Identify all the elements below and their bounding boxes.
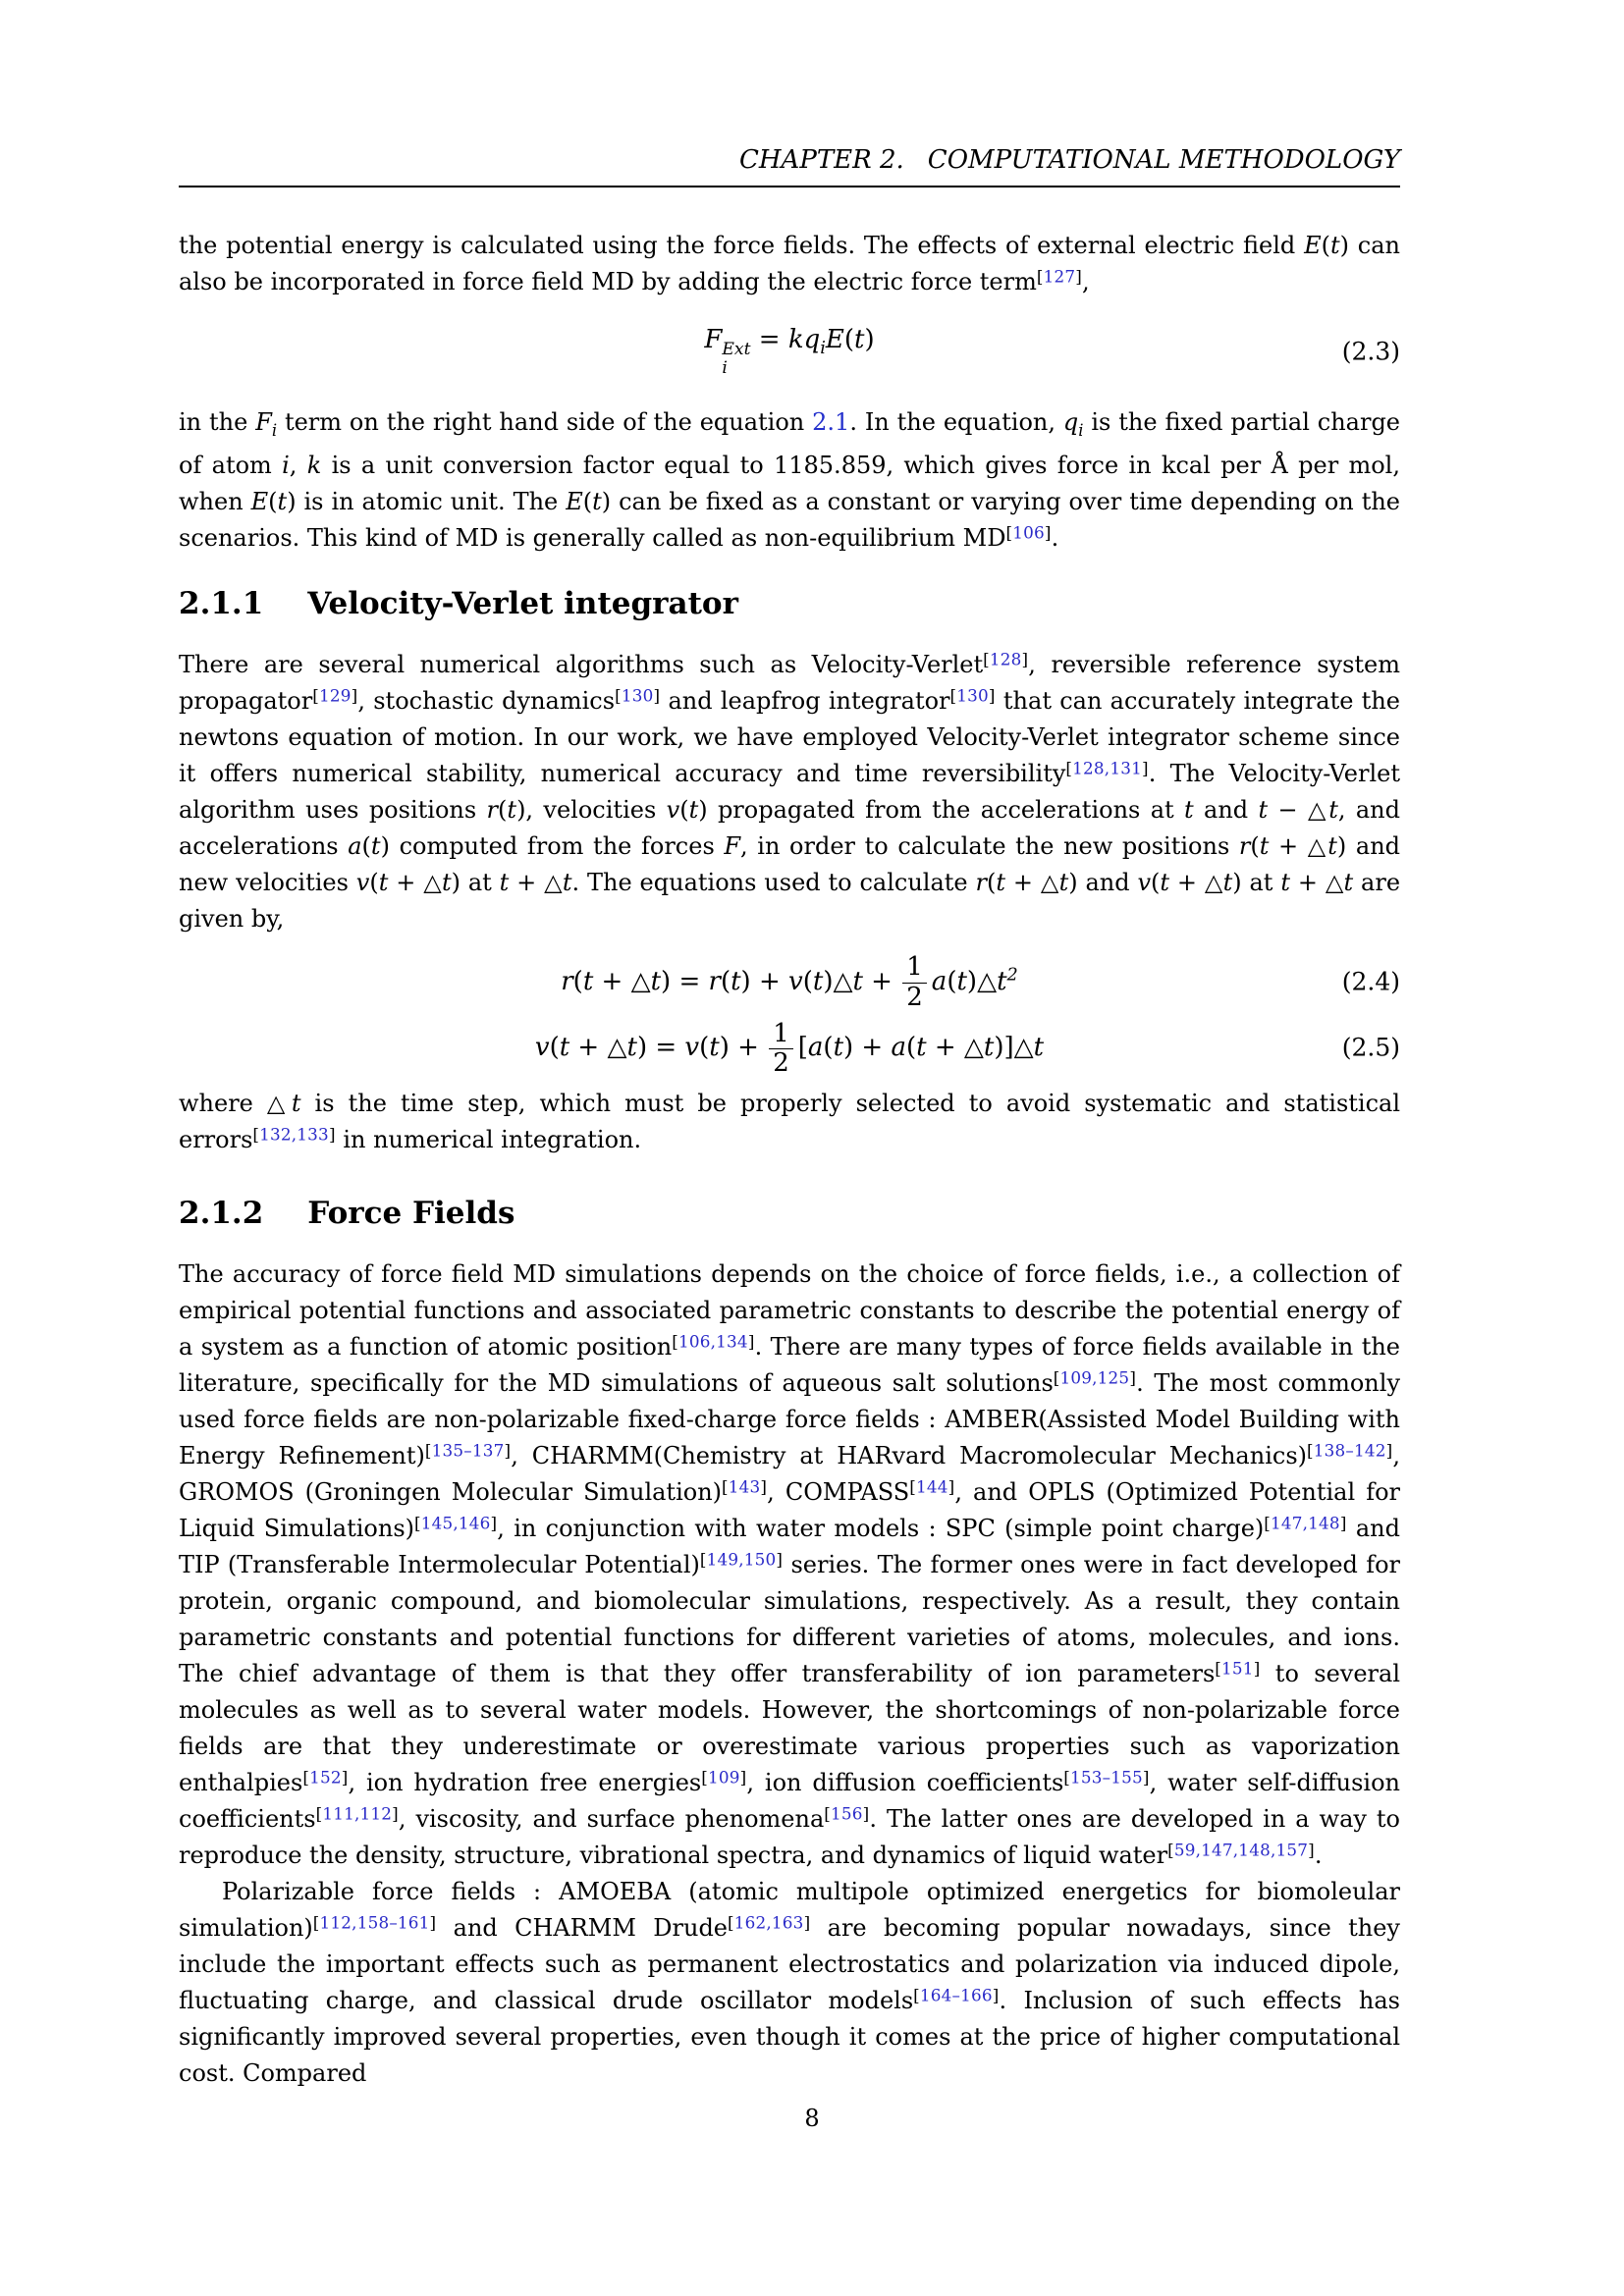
- equation: [179, 1020, 1400, 1078]
- sup-sub-stack: [722, 341, 750, 378]
- equation-body: F Ext i = $kq_iE(t)$: [704, 325, 875, 379]
- math-inline: t: [1259, 832, 1270, 861]
- math-variable: a: [931, 967, 947, 997]
- citation-numbers: 109,125: [1059, 1367, 1130, 1388]
- math-inline: i: [282, 452, 290, 480]
- citation-numbers: 128: [989, 649, 1022, 669]
- math-variable: v: [684, 1033, 700, 1063]
- citation-link[interactable]: [109]: [701, 1767, 747, 1788]
- math-variable: t: [812, 967, 824, 997]
- running-header: [179, 143, 1400, 177]
- citation-link[interactable]: [59,147,148,157]: [1167, 1840, 1315, 1860]
- citation-numbers: 149,150: [706, 1549, 777, 1570]
- paragraph: The accuracy of force field MD simulations depends on the choice of force fields, i.e., a collection of empirical potential functions and associated parametric constants to describe the potential energy of a system as a function of atomic position[106,134]. There are many types of force fields available in the literature, specifically for the MD simulations of aqueous salt solutions[109,125]. The most commonly used force fields are non-polarizable fixed-charge force fields : AMBER(Assisted Model Building with Energy Refinement)[135–137], CHARMM(Chemistry at HARvard Macromolecular Mechanics)[138–142], GROMOS (Groningen Molecular Simulation)[143], COMPASS[144], and OPLS (Optimized Potential for Liquid Simulations)[145,146], in conjunction with water models : SPC (simple point charge)[147,148] and TIP (Transferable Intermolecular Potential)[149,150] series. The former ones were in fact developed for protein, organic compound, and biomolecular simulations, respectively. As a result, they contain parametric constants and potential functions for different varieties of atoms, molecules, and ions. The chief advantage of them is that they offer transferability of ion parameters[151] to several molecules as well as to several water models. However, the shortcomings of non-polarizable force fields are that they underestimate or overestimate various properties such as vaporization enthalpies[152], ion hydration free energies[109], ion diffusion coefficients[153–155], water self-diffusion coefficients[111,112], viscosity, and surface phenomena[156]. The latter ones are developed in a way to reproduce the density, structure, vibrational spectra, and dynamics of liquid water[59,147,148,157].: [179, 1259, 1401, 1869]
- math-inline: t: [1329, 232, 1340, 259]
- math-variable: t: [854, 325, 865, 354]
- math-inline: t: [1184, 796, 1194, 825]
- math-inline: t: [499, 869, 510, 897]
- math-inline: t: [688, 796, 699, 825]
- math-inline: E: [1304, 232, 1322, 259]
- math-inline: F: [724, 832, 741, 861]
- fraction-numerator: 1: [906, 952, 923, 983]
- math-inline: k: [306, 452, 322, 480]
- citation-numbers: 111,112: [322, 1803, 393, 1824]
- citation-link[interactable]: [127]: [1036, 266, 1082, 287]
- text-column: [179, 0, 1400, 2092]
- math-inline: t: [370, 832, 381, 861]
- math-variable: t: [582, 967, 594, 997]
- citation-link[interactable]: [106]: [1005, 522, 1052, 543]
- math-variable: t: [650, 967, 662, 997]
- citation-numbers: 132,133: [259, 1124, 329, 1145]
- citation-numbers: 128,131: [1072, 758, 1142, 778]
- header-rule: [179, 186, 1400, 187]
- math-inline: r: [1238, 832, 1251, 861]
- citation-numbers: 130: [621, 685, 654, 706]
- paragraph: where △t is the time step, which must be properly selected to avoid systematic and statistical errors[132,133] in numerical integration.: [179, 1089, 1401, 1153]
- citation-link[interactable]: [128]: [983, 649, 1029, 669]
- citation-link[interactable]: [151]: [1215, 1658, 1261, 1679]
- math-variable: t: [916, 1033, 927, 1063]
- cross-reference-link[interactable]: 2.1: [812, 407, 850, 436]
- equation-body: v(t + △t) = v(t) + $\frac{1}{2}$ [a(t) + a(t + △t)]△t: [534, 1018, 1045, 1078]
- citation-numbers: 127: [1043, 266, 1076, 287]
- paragraph: in the $F_i$ term on the right hand side of the equation 2.1. In the equation, $q_i$ is the fixed partial charge of atom i, k is a unit conversion factor equal to 1185.859, which gives force in kcal per Å per mol, when E(t) is in atomic unit. The E(t) can be fixed as a constant or varying over time depending on the scenarios. This kind of MD is generally called as non-equilibrium MD[106].: [179, 407, 1401, 553]
- citation-numbers: 135–137: [431, 1440, 505, 1461]
- math-inline: t: [592, 488, 602, 516]
- citation-numbers: 156: [831, 1803, 863, 1824]
- math-inline: t: [1222, 869, 1233, 897]
- citation-link[interactable]: [132,133]: [252, 1124, 336, 1145]
- citation-link[interactable]: [112,158–161]: [312, 1912, 437, 1933]
- math-variable: r: [708, 967, 721, 997]
- citation-numbers: 130: [956, 685, 989, 706]
- citation-link[interactable]: [111,112]: [315, 1803, 399, 1824]
- math-inline: r: [975, 869, 987, 897]
- section-title: Force Fields: [307, 1195, 515, 1231]
- math-variable: t: [559, 1033, 570, 1063]
- math-inline: t: [277, 488, 288, 516]
- citation-link[interactable]: [149,150]: [699, 1549, 784, 1570]
- math-inline: t: [1343, 869, 1354, 897]
- fraction-numerator: 1: [773, 1018, 789, 1048]
- citation-link[interactable]: [145,146]: [414, 1513, 498, 1533]
- math-inline: t: [441, 869, 452, 897]
- math-inline: t: [1280, 869, 1290, 897]
- math-inline: t: [1160, 869, 1170, 897]
- math-inline: a: [348, 832, 362, 861]
- citation-link[interactable]: [138–142]: [1307, 1440, 1393, 1461]
- math-variable: t: [852, 967, 863, 997]
- citation-numbers: 153–155: [1070, 1767, 1143, 1788]
- equation-number: (2.3): [1341, 337, 1400, 366]
- fraction-denominator: 2: [769, 1048, 793, 1078]
- citation-link[interactable]: [152]: [302, 1767, 349, 1788]
- section-number: 2.1.1: [179, 586, 264, 622]
- math-inline: E: [250, 488, 269, 516]
- page-number: 8: [804, 2105, 820, 2132]
- math-inline: t: [562, 869, 572, 897]
- citation-numbers: 109: [708, 1767, 740, 1788]
- citation-numbers: 164–166: [919, 1985, 993, 2005]
- math-variable: t: [997, 967, 1007, 997]
- math-inline: t: [1258, 796, 1269, 825]
- math-variable: t: [1033, 1033, 1045, 1063]
- math-variable: t: [833, 1033, 844, 1063]
- math-variable: t: [709, 1033, 720, 1063]
- paragraph: There are several numerical algorithms such as Velocity-Verlet[128], reversible reference system propagator[129], stochastic dynamics[130] and leapfrog integrator[130] that can accurately integrate the newtons equation of motion. In our work, we have employed Velocity-Verlet integrator scheme since it offers numerical stability, numerical accuracy and time reversibility[128,131]. The Velocity-Verlet algorithm uses positions r(t), velocities v(t) propagated from the accelerations at t and t − △t, and accelerations a(t) computed from the forces F, in order to calculate the new positions r(t + △t) and new velocities v(t + △t) at t + △t. The equations used to calculate r(t + △t) and v(t + △t) at t + △t are given by,: [179, 649, 1401, 934]
- math-inline: t: [291, 1089, 301, 1117]
- fraction-denominator: 2: [902, 983, 927, 1012]
- citation-link[interactable]: [156]: [824, 1803, 870, 1824]
- math-inline: v: [1137, 869, 1152, 897]
- citation-link[interactable]: [130]: [949, 685, 996, 706]
- equation-body: r(t + △t) = r(t) + v(t)△t + $\frac{1}{2}$ $a(t)\triangle t^2$: [561, 952, 1018, 1012]
- citation-link[interactable]: [109,125]: [1053, 1367, 1137, 1388]
- citation-numbers: 152: [309, 1767, 342, 1788]
- math-variable: v: [534, 1033, 550, 1063]
- citation-numbers: 144: [915, 1476, 948, 1497]
- section-heading: [179, 1196, 1400, 1231]
- section-heading: [179, 586, 1400, 621]
- fraction: [902, 953, 927, 1011]
- math-variable: F: [704, 325, 723, 354]
- citation-link[interactable]: [129]: [312, 685, 358, 706]
- citation-link[interactable]: [135–137]: [424, 1440, 512, 1461]
- paragraph: Polarizable force fields : AMOEBA (atomic multipole optimized energetics for biomoleular simulation)[112,158–161] and CHARMM Drude[162,163] are becoming popular nowadays, since they include the important effects such as permanent electrostatics and polarization via induced dipole, fluctuating charge, and classical drude oscillator models[164–166]. Inclusion of such effects has significantly improved several properties, even though it comes at the price of higher computational cost. Compared: [179, 1877, 1400, 2087]
- citation-numbers: 106: [1012, 522, 1045, 543]
- math-inline: t: [1328, 796, 1338, 825]
- fraction: [769, 1020, 793, 1078]
- section-number: 2.1.2: [179, 1195, 264, 1231]
- equation-number: (2.5): [1341, 1033, 1400, 1062]
- math-variable: t: [626, 1033, 637, 1063]
- math-variable: a: [807, 1033, 824, 1063]
- citation-link[interactable]: [153–155]: [1063, 1767, 1150, 1788]
- equation: [179, 953, 1400, 1011]
- citation-link[interactable]: [164–166]: [913, 1985, 1000, 2005]
- running-header-title: COMPUTATIONAL METHODOLOGY: [927, 145, 1400, 175]
- document-body: [179, 228, 1400, 2092]
- citation-link[interactable]: [106,134]: [672, 1331, 755, 1352]
- section-title: Velocity-Verlet integrator: [307, 586, 738, 622]
- citation-numbers: 151: [1221, 1658, 1254, 1679]
- paragraph: the potential energy is calculated using the force fields. The effects of external electric field E(t) can also be incorporated in force field MD by adding the electric force term[127],: [179, 232, 1401, 295]
- math-inline: v: [355, 869, 370, 897]
- math-inline: t: [378, 869, 389, 897]
- citation-numbers: 147,148: [1271, 1513, 1340, 1533]
- citation-numbers: 162,163: [733, 1912, 804, 1933]
- citation-link[interactable]: [128,131]: [1065, 758, 1149, 778]
- math-inline: t: [507, 796, 517, 825]
- math-superscript: 2: [1006, 965, 1018, 986]
- citation-numbers: 112,158–161: [319, 1912, 430, 1933]
- math-inline: t: [1327, 832, 1337, 861]
- citation-numbers: 143: [728, 1476, 761, 1497]
- citation-link[interactable]: [144]: [909, 1476, 955, 1497]
- math-subscript: i: [722, 358, 728, 379]
- math-variable: E: [825, 325, 844, 354]
- math-inline: t: [1058, 869, 1069, 897]
- citation-numbers: 59,147,148,157: [1173, 1840, 1309, 1860]
- math-variable: kq: [787, 325, 821, 354]
- math-inline: t: [996, 869, 1006, 897]
- math-inline: F: [255, 407, 272, 436]
- math-inline: r: [486, 796, 499, 825]
- math-sup-sub-group: [704, 326, 750, 379]
- math-inline: q: [1062, 407, 1079, 436]
- math-variable: t: [983, 1033, 995, 1063]
- math-superscript: Ext: [722, 340, 751, 360]
- math-subscript: i: [820, 339, 826, 359]
- math-variable: a: [891, 1033, 906, 1063]
- math-inline: E: [566, 488, 583, 516]
- citation-link[interactable]: [130]: [615, 685, 661, 706]
- citation-numbers: 129: [318, 685, 352, 706]
- math-variable: v: [788, 967, 803, 997]
- math-subscript: i: [271, 420, 278, 440]
- math-inline: v: [666, 796, 680, 825]
- citation-link[interactable]: [162,163]: [728, 1912, 811, 1933]
- citation-link[interactable]: [147,148]: [1264, 1513, 1347, 1533]
- math-variable: t: [956, 967, 967, 997]
- math-variable: r: [561, 967, 573, 997]
- citation-numbers: 106,134: [678, 1331, 748, 1352]
- running-header-chapter: CHAPTER 2.: [738, 145, 904, 175]
- citation-numbers: 145,146: [420, 1513, 491, 1533]
- citation-link[interactable]: [143]: [722, 1476, 768, 1497]
- math-subscript: i: [1078, 420, 1084, 440]
- equation: [179, 326, 1400, 379]
- citation-numbers: 138–142: [1313, 1440, 1386, 1461]
- math-variable: t: [731, 967, 741, 997]
- equation-number: (2.4): [1341, 967, 1400, 996]
